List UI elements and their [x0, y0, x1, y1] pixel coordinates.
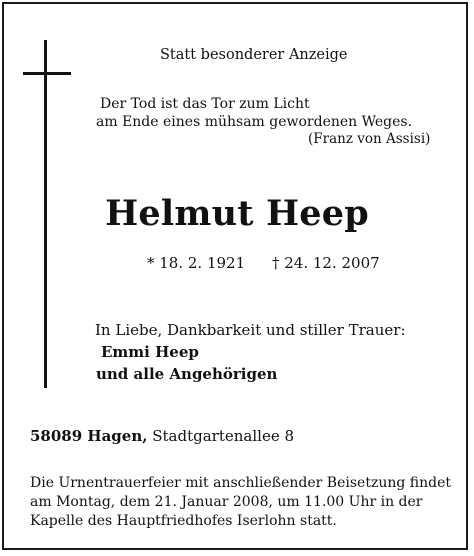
ceremony-line: am Montag, dem 21. Januar 2008, um 11.00 Uhr in der — [30, 494, 423, 510]
address-city: 58089 Hagen, — [30, 427, 148, 445]
quote-line-2: am Ende eines mühsam gewordenen Weges. — [96, 114, 413, 130]
mourning-text: In Liebe, Dankbarkeit und stiller Trauer: — [95, 321, 406, 339]
address — [30, 429, 294, 444]
quote-author: (Franz von Assisi) — [308, 131, 431, 147]
mourner-name: Emmi Heep — [101, 343, 199, 361]
obituary-frame — [2, 2, 468, 550]
death-date: † 24. 12. 2007 — [272, 254, 380, 272]
deceased-name: Helmut Heep — [105, 193, 369, 234]
quote-line-1: Der Tod ist das Tor zum Licht — [100, 96, 310, 112]
cross-icon-bar — [23, 72, 71, 75]
notice-header: Statt besonderer Anzeige — [160, 47, 348, 63]
mourner-relatives: und alle Angehörigen — [96, 365, 278, 383]
ceremony-line: Die Urnentrauerfeier mit anschließender Beisetzung findet — [30, 475, 451, 491]
address-street: Stadtgartenallee 8 — [152, 427, 295, 445]
birth-date: * 18. 2. 1921 — [147, 254, 246, 272]
ceremony-line: Kapelle des Hauptfriedhofes Iserlohn statt. — [30, 513, 337, 529]
